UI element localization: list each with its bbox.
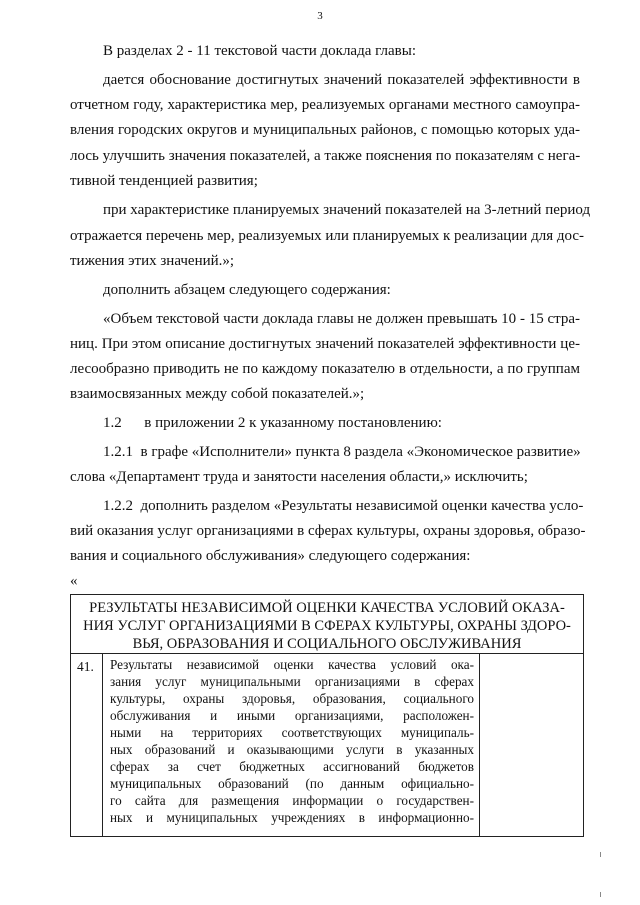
paragraph-line: В разделах 2 - 11 текстовой части доклада главы:	[103, 43, 416, 59]
paragraph-line: лесообразно приводить не по каждому показателю в отдельности, а по группам	[70, 361, 580, 377]
paragraph-line: дается обоснование достигнутых значений показателей эффективности в	[103, 72, 580, 88]
paragraph-line: отчетном году, характеристика мер, реализуемых органами местного самоупра-	[70, 97, 580, 113]
paragraph-line: тижения этих значений.»;	[70, 253, 235, 269]
page-number: 3	[317, 10, 323, 22]
paragraph-line: вий оказания услуг организациями в сферах культуры, охраны здоровья, образо-	[70, 523, 586, 539]
row-text-line: ных образований и оказывающими услуги в указанных	[110, 742, 474, 757]
row-text-line: культуры, охраны здоровья, образования, социального	[110, 691, 474, 706]
scan-speck	[600, 852, 601, 857]
table-bottom-border	[70, 836, 584, 837]
row-text-line: обслуживания и иными организациями, расположен-	[110, 708, 474, 723]
paragraph-line: отражается перечень мер, реализуемых или планируемых к реализации для дос-	[70, 228, 585, 244]
row-text-line: Результаты независимой оценки качества условий ока-	[110, 657, 474, 672]
table-row-text-cell	[103, 654, 480, 837]
heading-line: НИЯ УСЛУГ ОРГАНИЗАЦИЯМИ В СФЕРАХ КУЛЬТУРЫ, ОХРАНЫ ЗДОРО-	[83, 618, 571, 634]
row-text-line: муниципальных образований (по данным официально-	[110, 776, 474, 791]
paragraph-line: вления городских округов и муниципальных районов, с помощью которых уда-	[70, 122, 580, 138]
paragraph-line: лось улучшить значения показателей, а также пояснения по показателям с нега-	[70, 148, 581, 164]
paragraph-line: «Объем текстовой части доклада главы не должен превышать 10 - 15 стра-	[103, 311, 580, 327]
paragraph-line: при характеристике планируемых значений показателей на 3-летний период	[103, 202, 591, 218]
paragraph-line: взаимосвязанных между собой показателей.»;	[70, 386, 365, 402]
paragraph-line: 1.2.1 в графе «Исполнители» пункта 8 раздела «Экономическое развитие»	[103, 444, 581, 460]
row-text-line: го сайта для размещения информации о государствен-	[110, 793, 474, 808]
paragraph-line: тивной тенденцией развития;	[70, 173, 258, 189]
paragraph-line: ниц. При этом описание достигнутых значений показателей эффективности це-	[70, 336, 580, 352]
paragraph-line: 1.2.2 дополнить разделом «Результаты независимой оценки качества усло-	[103, 498, 584, 514]
heading-line: ВЬЯ, ОБРАЗОВАНИЯ И СОЦИАЛЬНОГО ОБСЛУЖИВАНИЯ	[132, 636, 522, 652]
table-section-heading	[70, 594, 584, 654]
row-text-line: ных и муниципальных учреждениях в информационно-	[110, 810, 474, 825]
paragraph-line: дополнить абзацем следующего содержания:	[103, 282, 391, 298]
paragraph-line: слова «Департамент труда и занятости населения области,» исключить;	[70, 469, 528, 485]
heading-line: РЕЗУЛЬТАТЫ НЕЗАВИСИМОЙ ОЦЕНКИ КАЧЕСТВА УСЛОВИЙ ОКАЗА-	[89, 600, 565, 616]
table-row-empty-cell	[480, 654, 584, 837]
row-text-line: сферах за счет бюджетных ассигнований бюджетов	[110, 759, 474, 774]
row-text-line: зания услуг муниципальными организациями в сферах	[110, 674, 474, 689]
row-text-line: ными на территориях соответствующих муниципаль-	[110, 725, 474, 740]
paragraph-line: 1.2 в приложении 2 к указанному постановлению:	[103, 415, 442, 431]
paragraph-line: вания и социального обслуживания» следующего содержания:	[70, 548, 471, 564]
row-number: 41.	[77, 659, 94, 674]
opening-quote: «	[70, 573, 78, 589]
table-row-number-cell	[70, 654, 103, 837]
scan-speck	[600, 892, 601, 897]
